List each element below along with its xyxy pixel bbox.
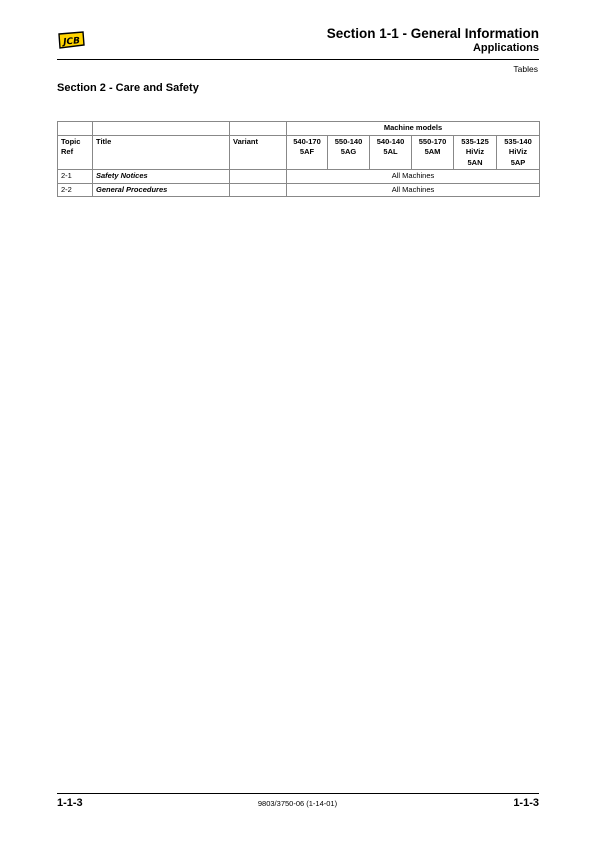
model-line: 5AG: [340, 147, 357, 156]
model-line: 5AL: [383, 147, 398, 156]
variant-cell: [230, 170, 287, 184]
section-subtitle: Applications: [472, 42, 539, 54]
page-number-right: 1-1-3: [513, 797, 539, 809]
header-line: Ref: [61, 147, 74, 156]
model-line: HiViz: [508, 147, 528, 156]
model-line: 535-140: [504, 136, 532, 146]
model-header: [370, 135, 412, 170]
model-header: [328, 135, 370, 170]
header-line: Topic: [61, 136, 81, 146]
model-line: 550-170: [418, 136, 447, 146]
svg-text:JCB: JCB: [62, 36, 81, 48]
models-cell: All Machines: [287, 170, 540, 184]
model-line: 5AN: [467, 157, 483, 167]
title-link-safety-notices[interactable]: Safety Notices: [93, 170, 230, 184]
page-number-left: 1-1-3: [57, 797, 83, 809]
table-header-row: [58, 135, 540, 170]
topic-ref-cell: 2-2: [58, 183, 93, 197]
model-line: 5AM: [424, 147, 441, 156]
table-header-row: [58, 122, 540, 136]
document-code: 9803/3750-06 (1-14-01): [257, 799, 338, 808]
title-link-general-procedures[interactable]: General Procedures: [93, 183, 230, 197]
care-safety-heading: Section 2 - Care and Safety: [57, 82, 199, 94]
variant-cell: [230, 183, 287, 197]
machine-models-header: Machine models: [287, 122, 540, 136]
header-blank-cell: [93, 122, 230, 136]
table-row: [58, 183, 540, 197]
section-title: Section 1-1 - General Information: [326, 26, 539, 41]
title-header: Title: [93, 135, 230, 170]
table-row: [58, 170, 540, 184]
model-header: [497, 135, 540, 170]
jcb-logo-icon: [56, 30, 86, 50]
model-header: [454, 135, 497, 170]
model-line: HiViz: [465, 147, 485, 156]
header-blank-cell: [58, 122, 93, 136]
header-blank-cell: [230, 122, 287, 136]
model-line: 550-140: [334, 136, 363, 146]
model-line: 5AP: [510, 157, 526, 167]
model-line: 540-140: [376, 136, 405, 146]
model-line: 540-170: [293, 136, 321, 146]
topic-ref-header: [58, 135, 93, 170]
variant-header: Variant: [230, 135, 287, 170]
model-header: [412, 135, 454, 170]
models-cell: All Machines: [287, 183, 540, 197]
topic-ref-cell: 2-1: [58, 170, 93, 184]
model-line: 5AF: [299, 147, 315, 156]
model-header: [287, 135, 328, 170]
model-line: 535-125: [461, 136, 489, 146]
applications-table: [57, 121, 540, 197]
header-tag: Tables: [513, 64, 538, 74]
footer-divider: [57, 793, 539, 794]
header-divider: [57, 59, 539, 60]
